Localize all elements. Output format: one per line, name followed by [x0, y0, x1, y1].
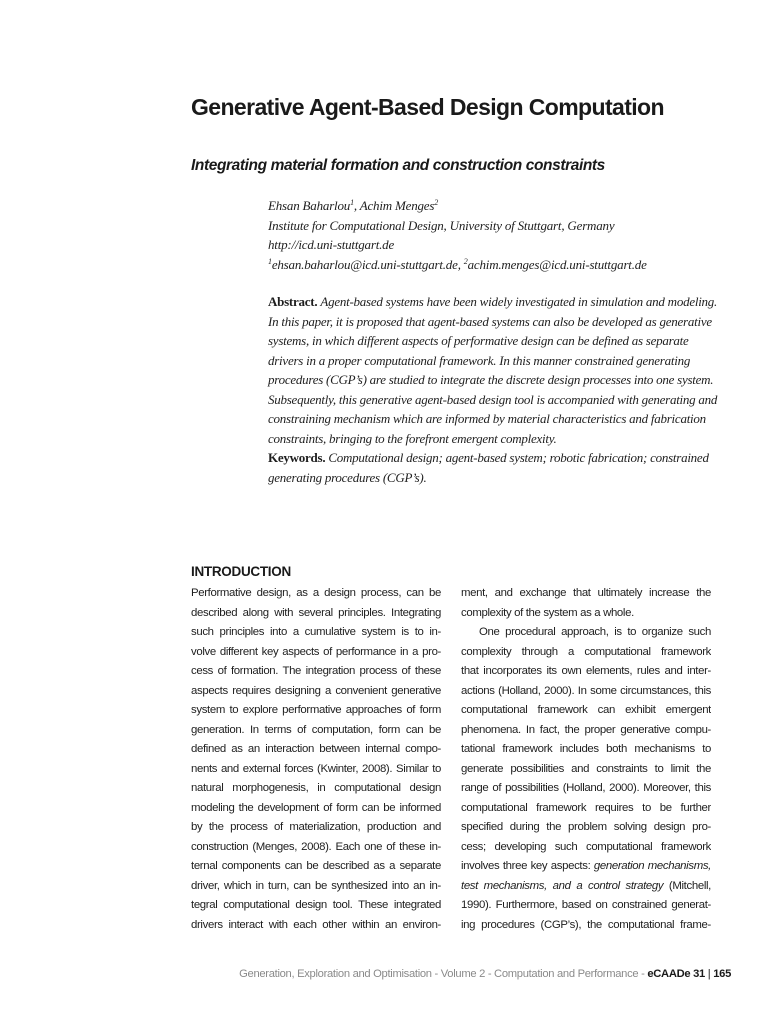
paper-subtitle: Integrating material formation and construction constraints [191, 157, 605, 174]
keywords-text: Computational design; agent-based system; robotic fabrication; constrained [328, 450, 709, 465]
abstract-block [268, 292, 723, 487]
body-line: system to explore performative approaches of form [191, 704, 441, 716]
body-line: cess; developing such computational framework [461, 840, 711, 853]
footer-conference: eCAADe 31 [647, 968, 705, 980]
body-column-right [461, 584, 711, 935]
body-line: ment, and exchange that ultimately increase the [461, 587, 711, 599]
body-line: cess of formation. The integration process of these [191, 665, 441, 677]
keywords-line: generating procedures (CGP’s). [268, 469, 427, 485]
body-line: modeling the development of form can be informed [191, 801, 441, 814]
body-line: ternal components can be described as a separate [191, 860, 441, 872]
body-line: 1990). Furthermore, based on constrained generat- [461, 899, 711, 911]
body-italic-text: generation mechanisms, [593, 860, 711, 872]
body-line: natural morphogenesis, in computational design [191, 782, 441, 794]
paper-title: Generative Agent-Based Design Computation [191, 94, 664, 120]
body-line: nents and external forces (Kwinter, 2008). Similar to [191, 762, 441, 775]
body-italic-text: test mechanisms, and a control strategy [461, 879, 664, 892]
body-line-mixed [461, 857, 711, 877]
body-line: defined as an interaction between internal compo- [191, 743, 441, 755]
body-line: by the process of materialization, production and [191, 821, 441, 833]
body-line: driver, which in turn, can be synthesized into an in- [191, 879, 441, 892]
keywords-label: Keywords. [268, 450, 326, 465]
author-block [268, 196, 738, 274]
author-email: ehsan.baharlou@icd.uni-stuttgart.de [271, 256, 458, 272]
abstract-line: constraints, bringing to the forefront emergent complexity. [268, 430, 557, 446]
page-number: 165 [713, 968, 731, 980]
author-name: Ehsan Baharlou [268, 198, 351, 213]
affiliation-marker: 2 [463, 256, 468, 266]
affiliation-marker: 1 [350, 198, 354, 207]
body-line: One procedural approach, is to organize such [479, 626, 711, 638]
body-line: computational framework can exhibit emergent [461, 704, 711, 716]
body-line: complexity of the system as a whole. [461, 606, 634, 619]
body-line: specified during the problem solving design pro- [461, 821, 711, 833]
body-line: aspects requires designing a convenient generative [191, 684, 441, 697]
email-separator: , [457, 256, 464, 272]
author-name: Achim Menges [359, 198, 435, 213]
abstract-line: Subsequently, this generative agent-based design tool is accompanied with generating and [268, 391, 718, 407]
abstract-line: systems, in which different aspects of performative design can be defined as separate [268, 333, 689, 348]
author-institute: Institute for Computational Design, University of Stuttgart, Germany [268, 217, 615, 233]
body-line: range of possibilities (Holland, 2000). Moreover, this [461, 782, 711, 794]
body-line: complexity through a computational framework [461, 645, 711, 658]
section-heading-introduction: INTRODUCTION [191, 564, 291, 579]
abstract-text: Agent-based systems have been widely investigated in simulation and modeling. [320, 294, 718, 309]
body-line: tegral computational design tool. These integrated [191, 899, 441, 911]
author-names [268, 196, 738, 216]
body-line: volve different key aspects of performance in a pro- [191, 645, 441, 658]
body-line-mixed [461, 877, 711, 897]
body-line: phenomena. In fact, the proper generative compu- [461, 723, 711, 736]
body-text: (Mitchell, [663, 879, 711, 892]
author-email: achim.menges@icd.uni-stuttgart.de [467, 256, 647, 272]
abstract-label: Abstract. [268, 294, 318, 309]
body-line: ing procedures (CGP’s), the computational frame- [461, 918, 711, 931]
abstract-line: In this paper, it is proposed that agent-based systems can also be developed as generative [268, 313, 712, 329]
body-line: Performative design, as a design process, can be [191, 587, 441, 599]
body-line: computational framework requires to be further [461, 801, 711, 814]
body-line: construction (Menges, 2008). Each one of these in- [191, 840, 441, 853]
body-column-left [191, 584, 441, 935]
author-separator: , [353, 198, 360, 213]
body-line: that incorporates its own elements, rules and inter- [461, 665, 711, 677]
body-line: generate possibilities and constraints to limit the [461, 762, 711, 775]
body-line: tational framework includes both mechanisms to [461, 743, 711, 755]
affiliation-marker: 2 [434, 198, 439, 207]
footer-separator: | [704, 968, 714, 980]
abstract-line [268, 292, 723, 312]
keywords-line [268, 448, 723, 468]
body-line: such principles into a cumulative system is to in- [191, 626, 441, 638]
body-line: generation. In terms of computation, form can be [191, 723, 441, 736]
author-emails [268, 255, 738, 275]
abstract-line: procedures (CGP’s) are studied to integrate the discrete design processes into one system. [268, 372, 714, 387]
abstract-line: drivers in a proper computational framework. In this manner constrained generating [268, 352, 691, 368]
footer-series: Generation, Exploration and Optimisation - Volume 2 - Computation and Performance - [239, 968, 648, 980]
body-line: drivers interact with each other within an environ- [191, 918, 441, 931]
abstract-line: constraining mechanism which are informed by material characteristics and fabrication [268, 411, 706, 426]
page-footer [239, 966, 731, 982]
body-line: described along with several principles. Integrating [191, 606, 441, 619]
body-text: involves three key aspects: [461, 860, 594, 872]
author-url: http://icd.uni-stuttgart.de [268, 237, 395, 252]
body-line: actions (Holland, 2000). In some circumstances, this [461, 684, 711, 697]
affiliation-marker: 1 [268, 256, 272, 266]
